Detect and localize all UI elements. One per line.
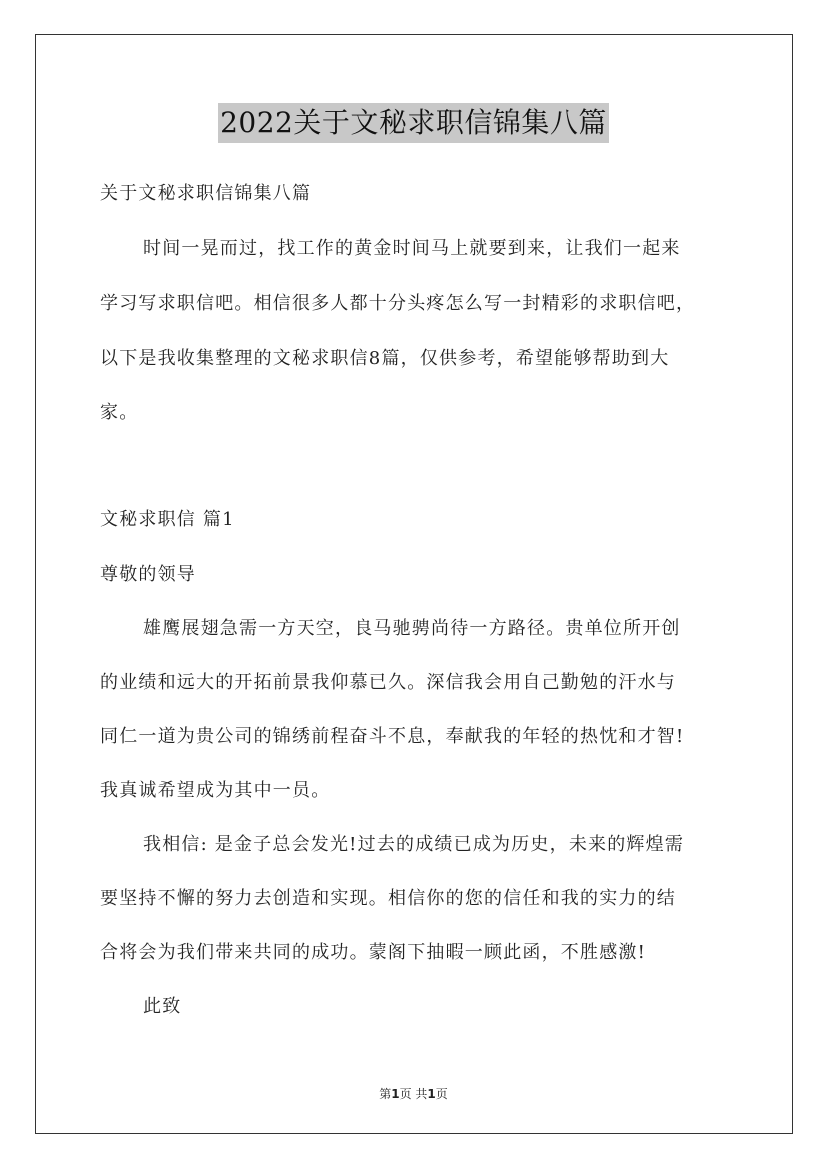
para2-line-1: 我相信: 是金子总会发光!过去的成绩已成为历史，未来的辉煌需 [143,834,685,855]
intro-line-2: 学习写求职信吧。相信很多人都十分头疼怎么写一封精彩的求职信吧， [100,293,696,314]
title-container [0,103,827,143]
para2-line-3: 合将会为我们带来共同的成功。蒙阁下抽暇一顾此函，不胜感激! [100,942,647,963]
footer-prefix: 第 [379,1087,392,1101]
para2-line-2: 要坚持不懈的努力去创造和实现。相信你的您的信任和我的实力的结 [100,888,676,909]
intro-line-3: 以下是我收集整理的文秘求职信8篇，仅供参考，希望能够帮助到大 [100,348,670,369]
footer-page-number: 1 [391,1087,400,1101]
section-heading: 文秘求职信 篇1 [100,509,235,530]
document-title: 2022关于文秘求职信锦集八篇 [218,103,609,143]
footer-page-total: 1 [427,1087,436,1101]
closing: 此致 [143,996,182,1017]
document-subtitle: 关于文秘求职信锦集八篇 [100,183,312,204]
footer-suffix: 页 [435,1087,448,1101]
para1-line-4: 我真诚希望成为其中一员。 [100,780,331,801]
footer-mid: 页 共 [399,1087,428,1101]
para1-line-1: 雄鹰展翅急需一方天空，良马驰骋尚待一方路径。贵单位所开创 [143,618,681,639]
para1-line-2: 的业绩和远大的开拓前景我仰慕已久。深信我会用自己勤勉的汗水与 [100,672,676,693]
intro-line-4: 家。 [100,402,139,423]
page-footer [0,1085,827,1102]
intro-line-1: 时间一晃而过，找工作的黄金时间马上就要到来，让我们一起来 [143,238,681,259]
salutation: 尊敬的领导 [100,564,196,585]
para1-line-3: 同仁一道为贵公司的锦绣前程奋斗不息，奉献我的年轻的热忱和才智! [100,726,685,747]
